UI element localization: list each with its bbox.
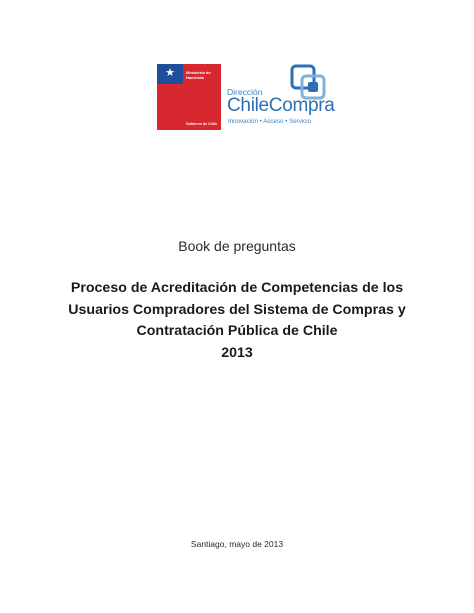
chilecompra-tagline: Innovación • Acceso • Servicio [228, 118, 312, 125]
ministry-name [186, 70, 220, 80]
flag-red-field [157, 84, 183, 130]
chilecompra-name: ChileCompra [227, 95, 335, 116]
government-label: Gobierno de Chile [186, 122, 217, 126]
chile-flag-emblem [157, 64, 183, 130]
place-and-date: Santiago, mayo de 2013 [190, 539, 284, 549]
chilecompra-logo [227, 64, 339, 132]
header-logos [157, 64, 337, 132]
title-line: Usuarios Compradores del Sistema de Compras y [68, 301, 406, 318]
chilecompra-prefix: Dirección [227, 87, 263, 97]
document-title [40, 278, 434, 364]
government-of-chile-logo [157, 64, 221, 130]
document-subtitle: Book de preguntas [178, 238, 296, 254]
star-icon: ★ [165, 66, 175, 79]
ministry-line-2: Hacienda [186, 75, 204, 80]
title-year: 2013 [221, 344, 253, 361]
ministry-line-1: Ministerio de [186, 70, 211, 75]
title-line: Proceso de Acreditación de Competencias de los [70, 280, 404, 296]
government-text-panel [183, 64, 221, 130]
title-line: Contratación Pública de Chile [136, 323, 338, 339]
